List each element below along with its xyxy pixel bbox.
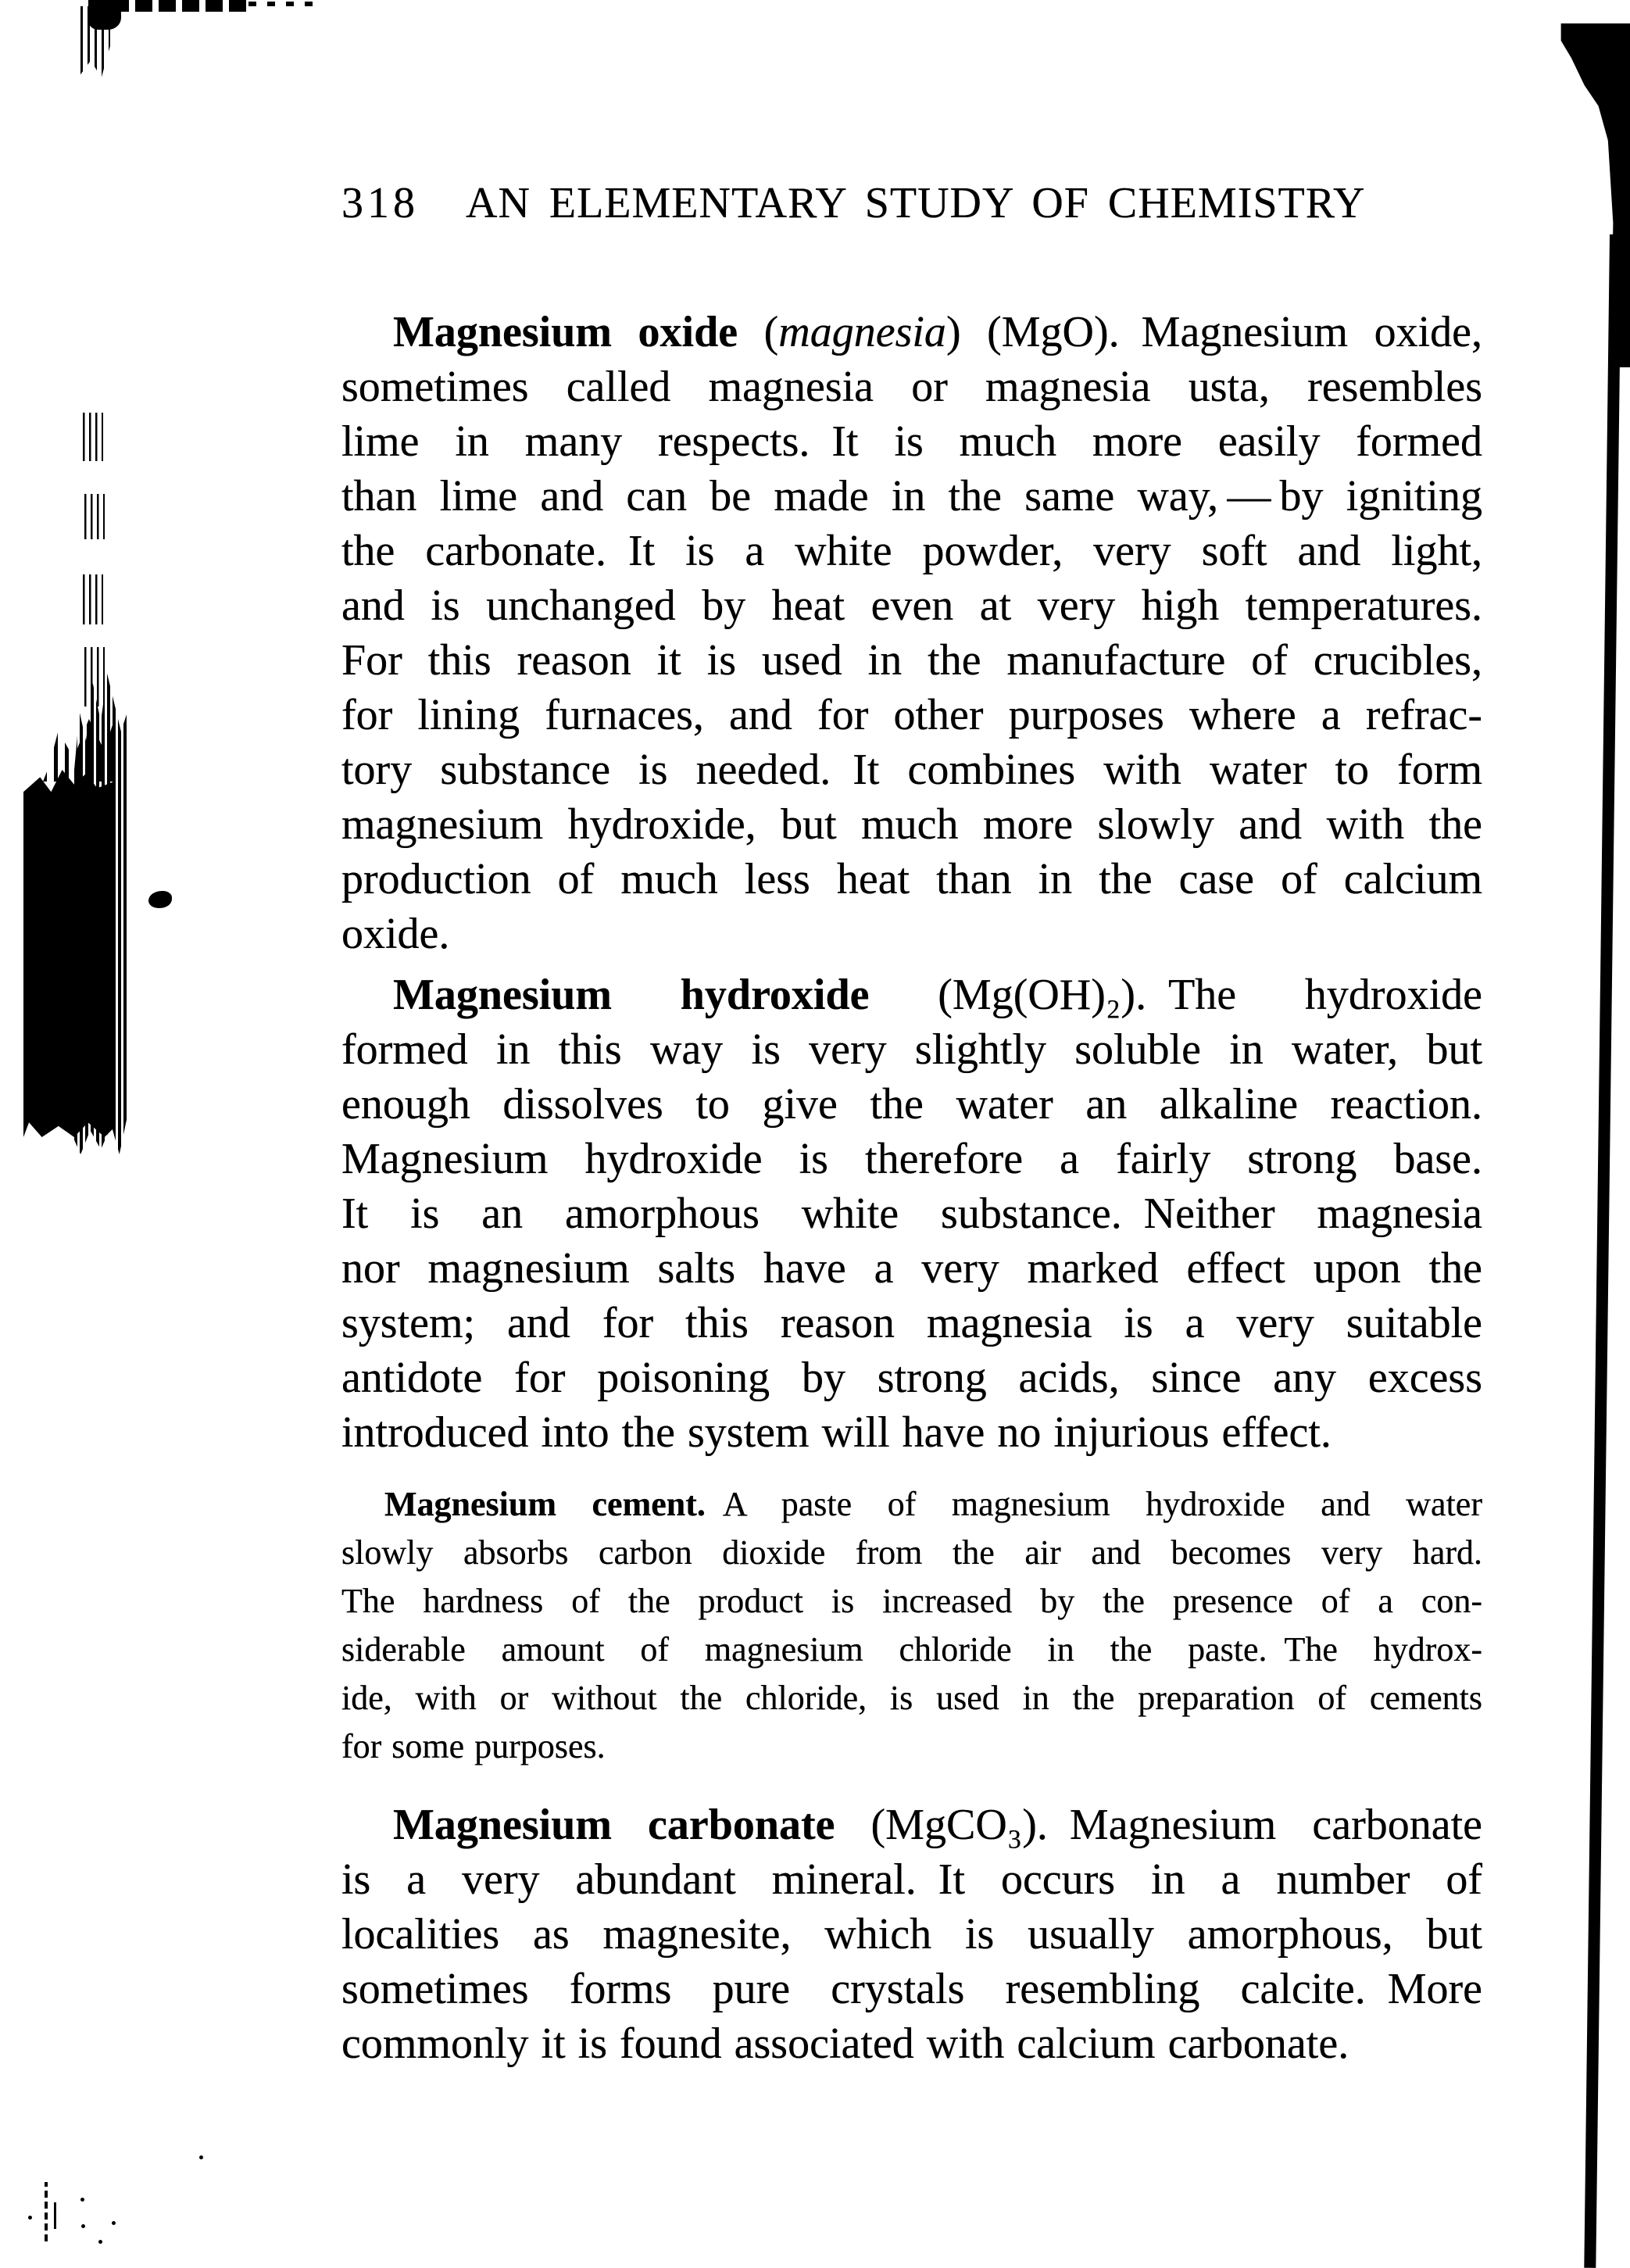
text-line: For this reason it is used in the manufacture of crucibles, (341, 636, 1482, 685)
text-line: sometimes forms pure crystals resembling calcite. More (341, 1965, 1482, 2013)
text-line: production of much less heat than in the case of calcium (341, 855, 1482, 903)
text-line: the carbonate. It is a white powder, very soft and light, (341, 527, 1482, 575)
scan-artifact-margin-ticks (83, 413, 103, 461)
text-line: formed in this way is very slightly soluble in water, but (341, 1025, 1482, 1074)
scan-artifact-corner-lines (80, 6, 110, 78)
text-line: lime in many respects. It is much more easily formed (341, 417, 1482, 466)
text-line: for lining furnaces, and for other purposes where a refrac- (341, 691, 1482, 739)
scan-artifact-margin-ticks (84, 494, 105, 539)
page-number: 318 (341, 179, 419, 227)
paragraph-magnesium-oxide (341, 305, 1482, 961)
lead-line-text: (MgCO₃). Magnesium carbonate (835, 1801, 1482, 1849)
text-line: commonly it is found associated with calcium carbonate. (341, 2019, 1349, 2068)
term-magnesium-oxide: Magnesium oxide (393, 308, 738, 356)
scan-artifact-margin-ticks (83, 574, 103, 624)
lead-line-text: (Mg(OH)₂). The hydroxide (869, 971, 1482, 1019)
scan-artifact-top-streak (88, 0, 248, 12)
paragraph-body-lines (341, 1529, 1482, 1771)
text-line: slowly absorbs carbon dioxide from the air and becomes very hard. (341, 1533, 1482, 1572)
text-line: and is unchanged by heat even at very high temperatures. (341, 581, 1482, 630)
text-line: antidote for poisoning by strong acids, since any excess (341, 1354, 1482, 1402)
text-line: is a very abundant mineral. It occurs in a number of (341, 1855, 1482, 1904)
running-title: AN ELEMENTARY STUDY OF CHEMISTRY (466, 179, 1366, 227)
scan-artifact-speck (81, 2224, 85, 2228)
scan-artifact-ink-blob (23, 770, 116, 1137)
term-magnesium-cement: Magnesium cement. (384, 1485, 706, 1523)
text-line: Magnesium hydroxide is therefore a fairly strong base. (341, 1135, 1482, 1183)
text-line: for some purposes. (341, 1727, 606, 1765)
lead-line-text: ) (MgO). Magnesium oxide, (945, 308, 1482, 356)
paragraph-lead-line (341, 1480, 1482, 1529)
text-line: sometimes called magnesia or magnesia usta, resembles (341, 363, 1482, 411)
text-line: system; and for this reason magnesia is a very suitable (341, 1299, 1482, 1347)
text-line: localities as magnesite, which is usually amorphous, but (341, 1910, 1482, 1959)
text-line: than lime and can be made in the same way, — by igniting (341, 472, 1482, 520)
scan-artifact-speck (98, 2240, 102, 2244)
scan-artifact-bottom-tick (54, 2202, 56, 2229)
text-line: enough dissolves to give the water an alkaline reaction. (341, 1080, 1482, 1129)
scan-artifact-ink-spot (148, 891, 172, 908)
text-line: nor magnesium salts have a very marked effect upon the (341, 1244, 1482, 1293)
scan-artifact-bottom-dash (45, 2182, 48, 2241)
text-line: magnesium hydroxide, but much more slowly and with the (341, 800, 1482, 849)
page-header (341, 176, 1482, 231)
scan-artifact-speck (199, 2155, 203, 2159)
text-line: ide, with or without the chloride, is used in the preparation of cements (341, 1679, 1482, 1717)
text-line: It is an amorphous white substance. Neither magnesia (341, 1189, 1482, 1238)
paragraph-magnesium-hydroxide (341, 968, 1482, 1460)
paragraph-body-lines (341, 1852, 1482, 2071)
scan-artifact-speck (28, 2216, 32, 2220)
paragraph-lead-line (341, 1798, 1482, 1852)
paragraph-body-lines (341, 1022, 1482, 1460)
scan-artifact-top-streak2 (248, 2, 319, 6)
text-line: oxide. (341, 910, 450, 958)
text-line: introduced into the system will have no injurious effect. (341, 1408, 1332, 1457)
paragraph-body-lines (341, 360, 1482, 961)
italic-magnesia: magnesia (778, 308, 946, 356)
scan-artifact-edge-bar (1584, 234, 1621, 2268)
text-line: The hardness of the product is increased by the presence of a con- (341, 1582, 1482, 1620)
scan-artifact-speck (80, 2198, 84, 2202)
scan-artifact-speck (112, 2221, 116, 2225)
paragraph-lead-line (341, 968, 1482, 1022)
paragraph-magnesium-carbonate (341, 1798, 1482, 2071)
paragraph-lead-line (341, 305, 1482, 360)
text-column (341, 176, 1482, 2071)
term-magnesium-hydroxide: Magnesium hydroxide (393, 971, 870, 1019)
text-line: siderable amount of magnesium chloride in the paste. The hydrox- (341, 1630, 1482, 1669)
text-line: tory substance is needed. It combines with water to form (341, 746, 1482, 794)
lead-line-text: A paste of magnesium hydroxide and water (705, 1485, 1482, 1523)
term-magnesium-carbonate: Magnesium carbonate (393, 1801, 835, 1849)
lead-line-text: ( (738, 308, 779, 356)
paragraph-magnesium-cement (341, 1480, 1482, 1771)
